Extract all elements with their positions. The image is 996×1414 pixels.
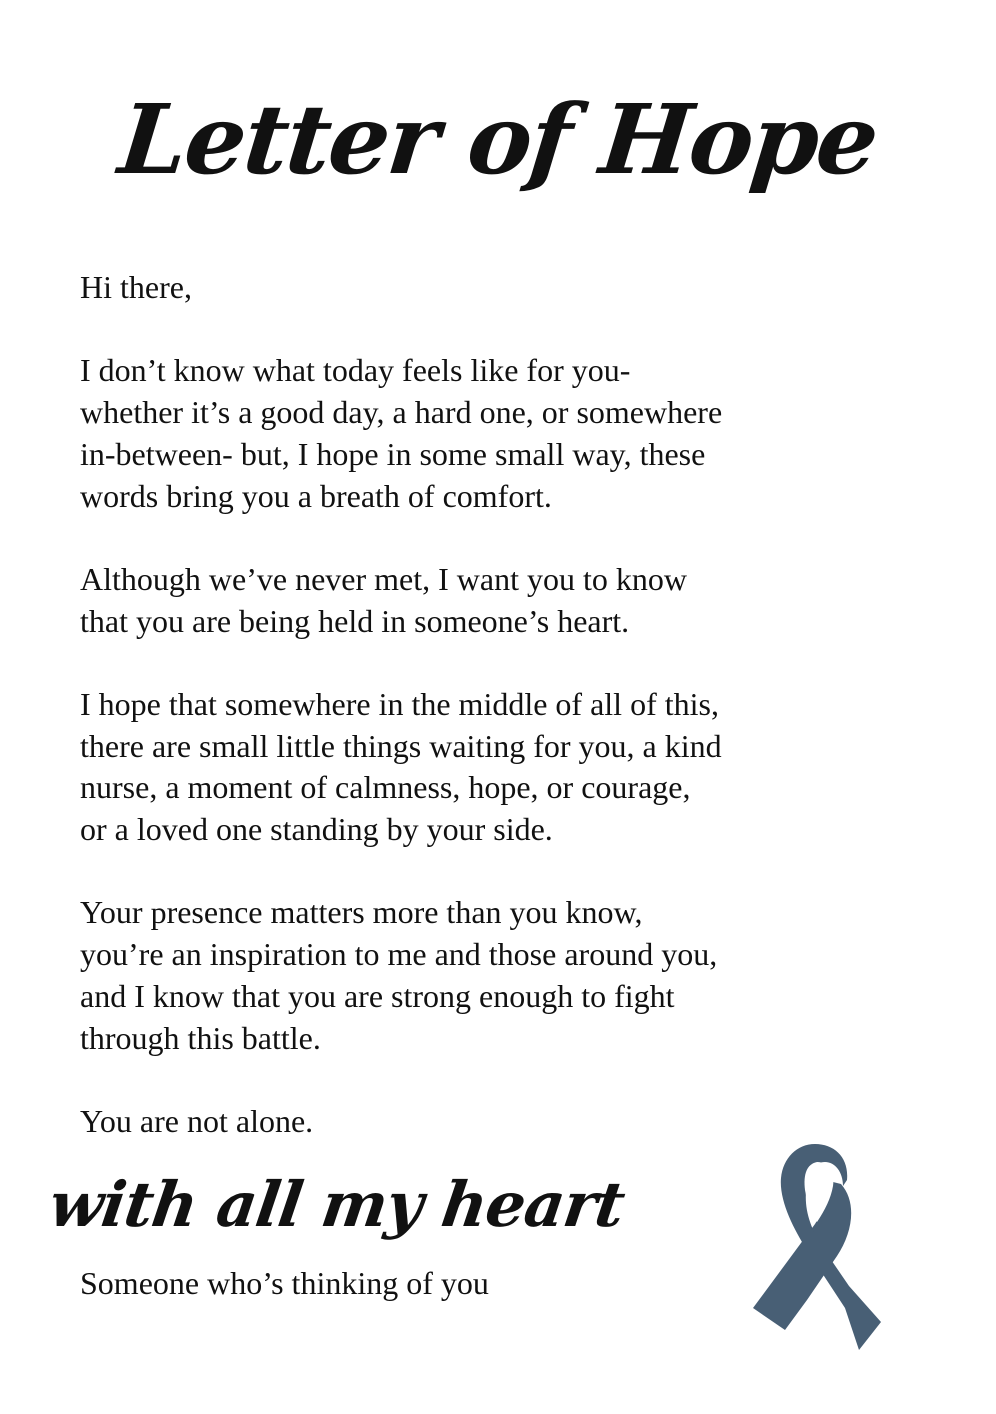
paragraph-line: Your presence matters more than you know, — [80, 894, 643, 931]
final-line-text: You are not alone. — [80, 1102, 314, 1139]
paragraph-2 — [80, 559, 900, 642]
paragraph-line: and I know that you are strong enough to fight — [80, 977, 675, 1014]
letter-body — [80, 267, 900, 1184]
letter-title: Letter of Hope — [114, 83, 883, 196]
paragraph-line: through this battle. — [80, 1019, 321, 1056]
paragraph-line: I don’t know what today feels like for you- — [80, 352, 631, 389]
greeting — [80, 267, 900, 309]
signature: Someone who’s thinking of you — [80, 1265, 489, 1301]
paragraph-3 — [80, 684, 900, 851]
paragraph-line: words bring you a breath of comfort. — [80, 477, 552, 514]
paragraph-line: Although we’ve never met, I want you to know — [80, 560, 687, 597]
paragraph-line: or a loved one standing by your side. — [80, 811, 553, 848]
greeting-line: Hi there, — [80, 269, 192, 305]
paragraph-line: there are small little things waiting for you, a kind — [80, 727, 722, 764]
paragraph-line: you’re an inspiration to me and those around you, — [80, 936, 718, 973]
paragraph-line: in-between- but, I hope in some small way, these — [80, 435, 706, 472]
awareness-ribbon-icon — [745, 1140, 885, 1355]
paragraph-line: that you are being held in someone’s heart. — [80, 602, 630, 639]
paragraph-4 — [80, 892, 900, 1059]
paragraph-line: whether it’s a good day, a hard one, or somewhere — [80, 394, 723, 431]
paragraph-line: nurse, a moment of calmness, hope, or courage, — [80, 769, 691, 806]
paragraph-1 — [80, 350, 900, 517]
final-line — [80, 1101, 900, 1143]
closing-phrase: with all my heart — [44, 1168, 629, 1241]
paragraph-line: I hope that somewhere in the middle of all of this, — [80, 685, 719, 722]
